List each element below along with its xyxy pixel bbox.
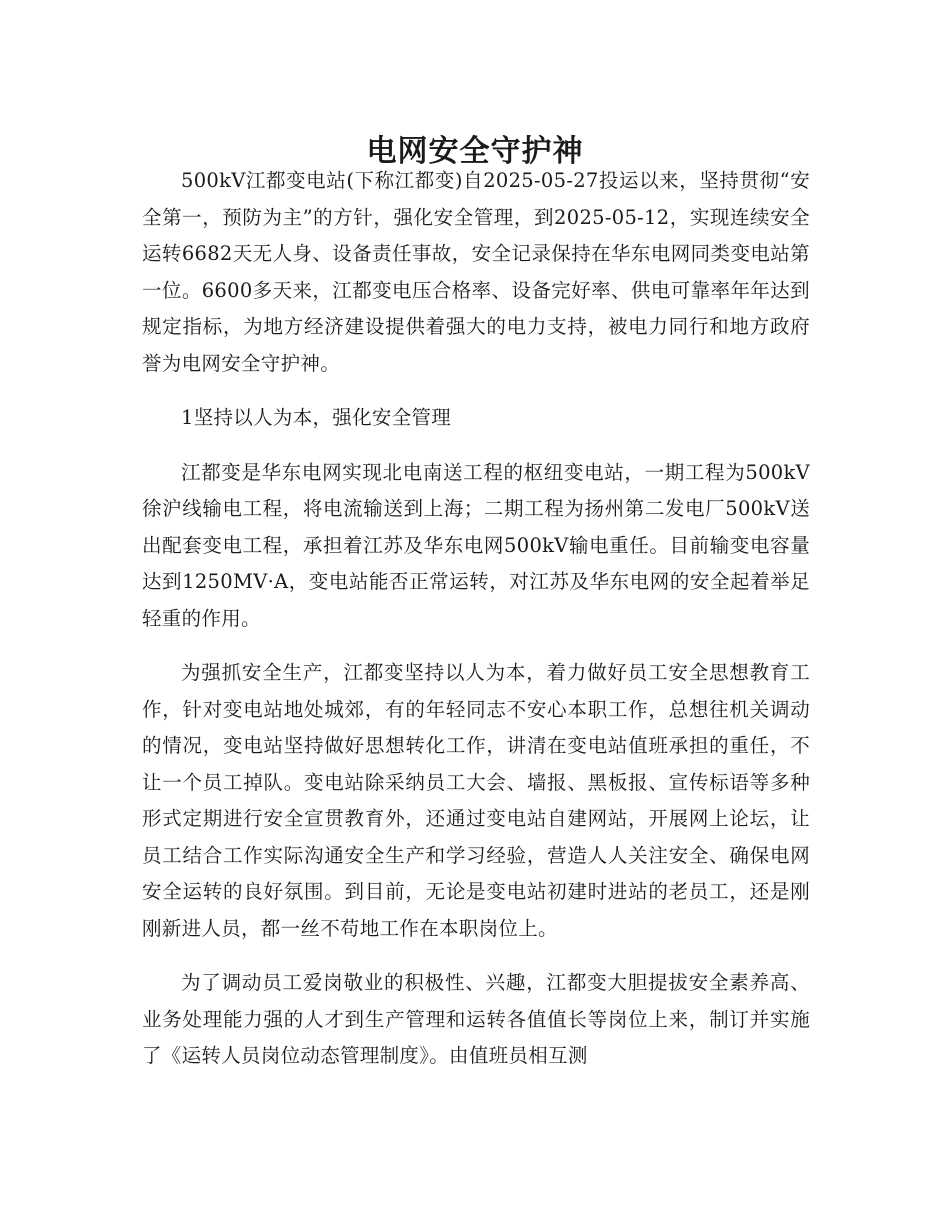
paragraph-staff-motivation: 为了调动员工爱岗敬业的积极性、兴趣，江都变大胆提拔安全素养高、业务处理能力强的人才到生产管理和运转各值值长等岗位上来，制订并实施了《运转人员岗位动态管理制度》。由值班员相互测 xyxy=(142,971,810,1067)
paragraph-safety-education: 为强抓安全生产，江都变坚持以人为本，着力做好员工安全思想教育工作，针对变电站地处城郊，有的年轻同志不安心本职工作，总想往机关调动的情况，变电站坚持做好思想转化工作，讲清在变电站值班承担的重任，不让一个员工掉队。变电站除采纳员工大会、墙报、黑板报、宣传标语等多种形式定期进行安全宣贯教育外，还通过变电站自建网站，开展网上论坛，让员工结合工作实际沟通安全生产和学习经验，营造人人关注安全、确保电网安全运转的良好氛围。到目前，无论是变电站初建时进站的老员工，还是刚刚新进人员，都一丝不苟地工作在本职岗位上。 xyxy=(142,661,810,940)
paragraph-intro: 500kV江都变电站(下称江都变)自2025-05-27投运以来，坚持贯彻“安全第一，预防为主”的方针，强化安全管理，到2025-05-12，实现连续安全运转6682天无人身、设备责任事故，安全记录保持在华东电网同类变电站第一位。6600多天来，江都变电压合格率、设备完好率、供电可靠率年年达到规定指标，为地方经济建设提供着强大的电力支持，被电力同行和地方政府誉为电网安全守护神。 xyxy=(142,169,810,375)
document-body xyxy=(142,163,810,1093)
document-title: 电网安全守护神 xyxy=(366,134,584,170)
paragraph-hub-station: 江都变是华东电网实现北电南送工程的枢纽变电站，一期工程为500kV徐沪线输电工程，将电流输送到上海；二期工程为扬州第二发电厂500kV送出配套变电工程，承担着江苏及华东电网500kV输电重任。目前输变电容量达到1250MV·A，变电站能否正常运转，对江苏及华东电网的安全起着举足轻重的作用。 xyxy=(142,460,810,630)
section-heading-1: 1坚持以人为本，强化安全管理 xyxy=(181,406,452,429)
